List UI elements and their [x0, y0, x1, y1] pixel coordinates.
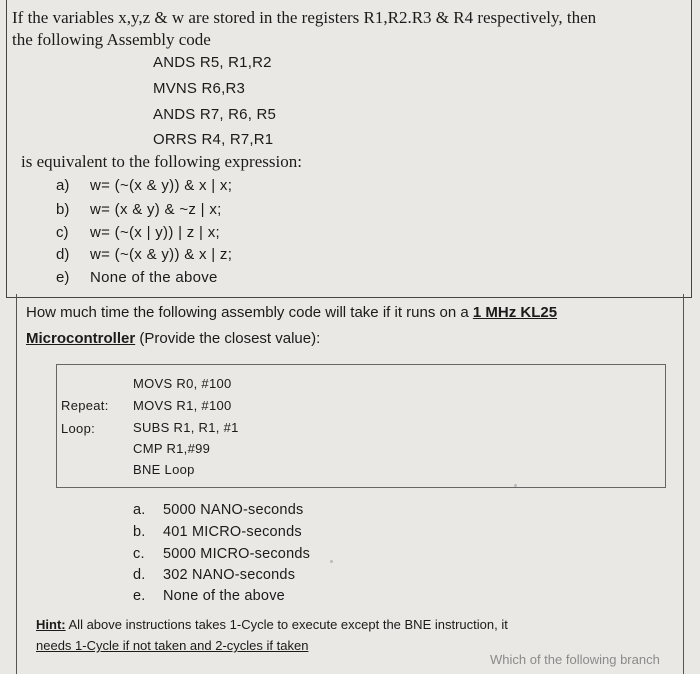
q2-device-type: Microcontroller	[26, 330, 136, 347]
q2-answer-letter: b.	[133, 524, 146, 540]
q2-prompt-tail: (Provide the closest value):	[135, 330, 321, 347]
q2-hint-line1	[36, 617, 508, 632]
q1-code-line: ORRS R4, R7,R1	[153, 131, 274, 148]
q1-option-text: None of the above	[90, 269, 218, 286]
q2-answer-letter: d.	[133, 567, 146, 583]
q2-answer-letter: a.	[133, 502, 146, 518]
q1-option-letter: d)	[56, 246, 70, 263]
q1-option-text: w= (~(x & y)) & x | x;	[90, 177, 233, 194]
q2-answer-letter: c.	[133, 546, 145, 562]
q2-answer-letter: e.	[133, 588, 146, 604]
q1-option-text: w= (~(x | y)) | z | x;	[90, 224, 220, 241]
q2-answer-text: None of the above	[163, 588, 285, 604]
q2-code-label: Repeat:	[61, 398, 109, 413]
q2-hint-text: All above instructions takes 1-Cycle to execute except the BNE instruction, it	[65, 617, 508, 632]
q2-code-label: Loop:	[61, 421, 96, 436]
scan-speck	[330, 560, 333, 563]
q1-code-line: MVNS R6,R3	[153, 80, 246, 97]
q2-answer-text: 401 MICRO-seconds	[163, 524, 302, 540]
q2-device-name: 1 MHz KL25	[472, 304, 558, 321]
scan-speck	[514, 484, 517, 487]
q2-code-instr: BNE Loop	[133, 462, 195, 477]
q2-code-instr: SUBS R1, R1, #1	[133, 420, 239, 435]
q2-answer-text: 302 NANO-seconds	[163, 567, 296, 583]
q1-option-letter: a)	[56, 177, 70, 194]
q2-hint-line3: Which of the following branch	[490, 652, 660, 667]
q1-option-letter: b)	[56, 201, 70, 218]
q2-prompt-text: How much time the following assembly code will take if it runs on a	[26, 304, 473, 321]
q2-code-instr: MOVS R1, #100	[133, 398, 232, 413]
q1-option-letter: c)	[56, 224, 69, 241]
q1-code-line: ANDS R5, R1,R2	[153, 54, 272, 71]
q1-stem-line2: the following Assembly code	[12, 30, 211, 49]
q2-prompt-line1	[26, 304, 557, 321]
q2-answer-text: 5000 MICRO-seconds	[163, 546, 311, 562]
q2-hint-label: Hint:	[36, 617, 66, 632]
q1-option-letter: e)	[56, 269, 70, 286]
q2-hint-line2: needs 1-Cycle if not taken and 2-cycles if taken	[36, 638, 309, 653]
q1-lead: is equivalent to the following expression:	[21, 152, 302, 171]
q2-code-instr: CMP R1,#99	[133, 441, 211, 456]
q2-prompt-line2	[26, 330, 320, 347]
q1-option-text: w= (~(x & y)) & x | z;	[90, 246, 233, 263]
q1-code-line: ANDS R7, R6, R5	[153, 106, 277, 123]
q1-stem-line1: If the variables x,y,z & w are stored in the registers R1,R2.R3 & R4 respectively, then	[12, 8, 597, 27]
q2-answer-text: 5000 NANO-seconds	[163, 502, 304, 518]
q1-option-text: w= (x & y) & ~z | x;	[90, 201, 222, 218]
q2-code-instr: MOVS R0, #100	[133, 376, 232, 391]
